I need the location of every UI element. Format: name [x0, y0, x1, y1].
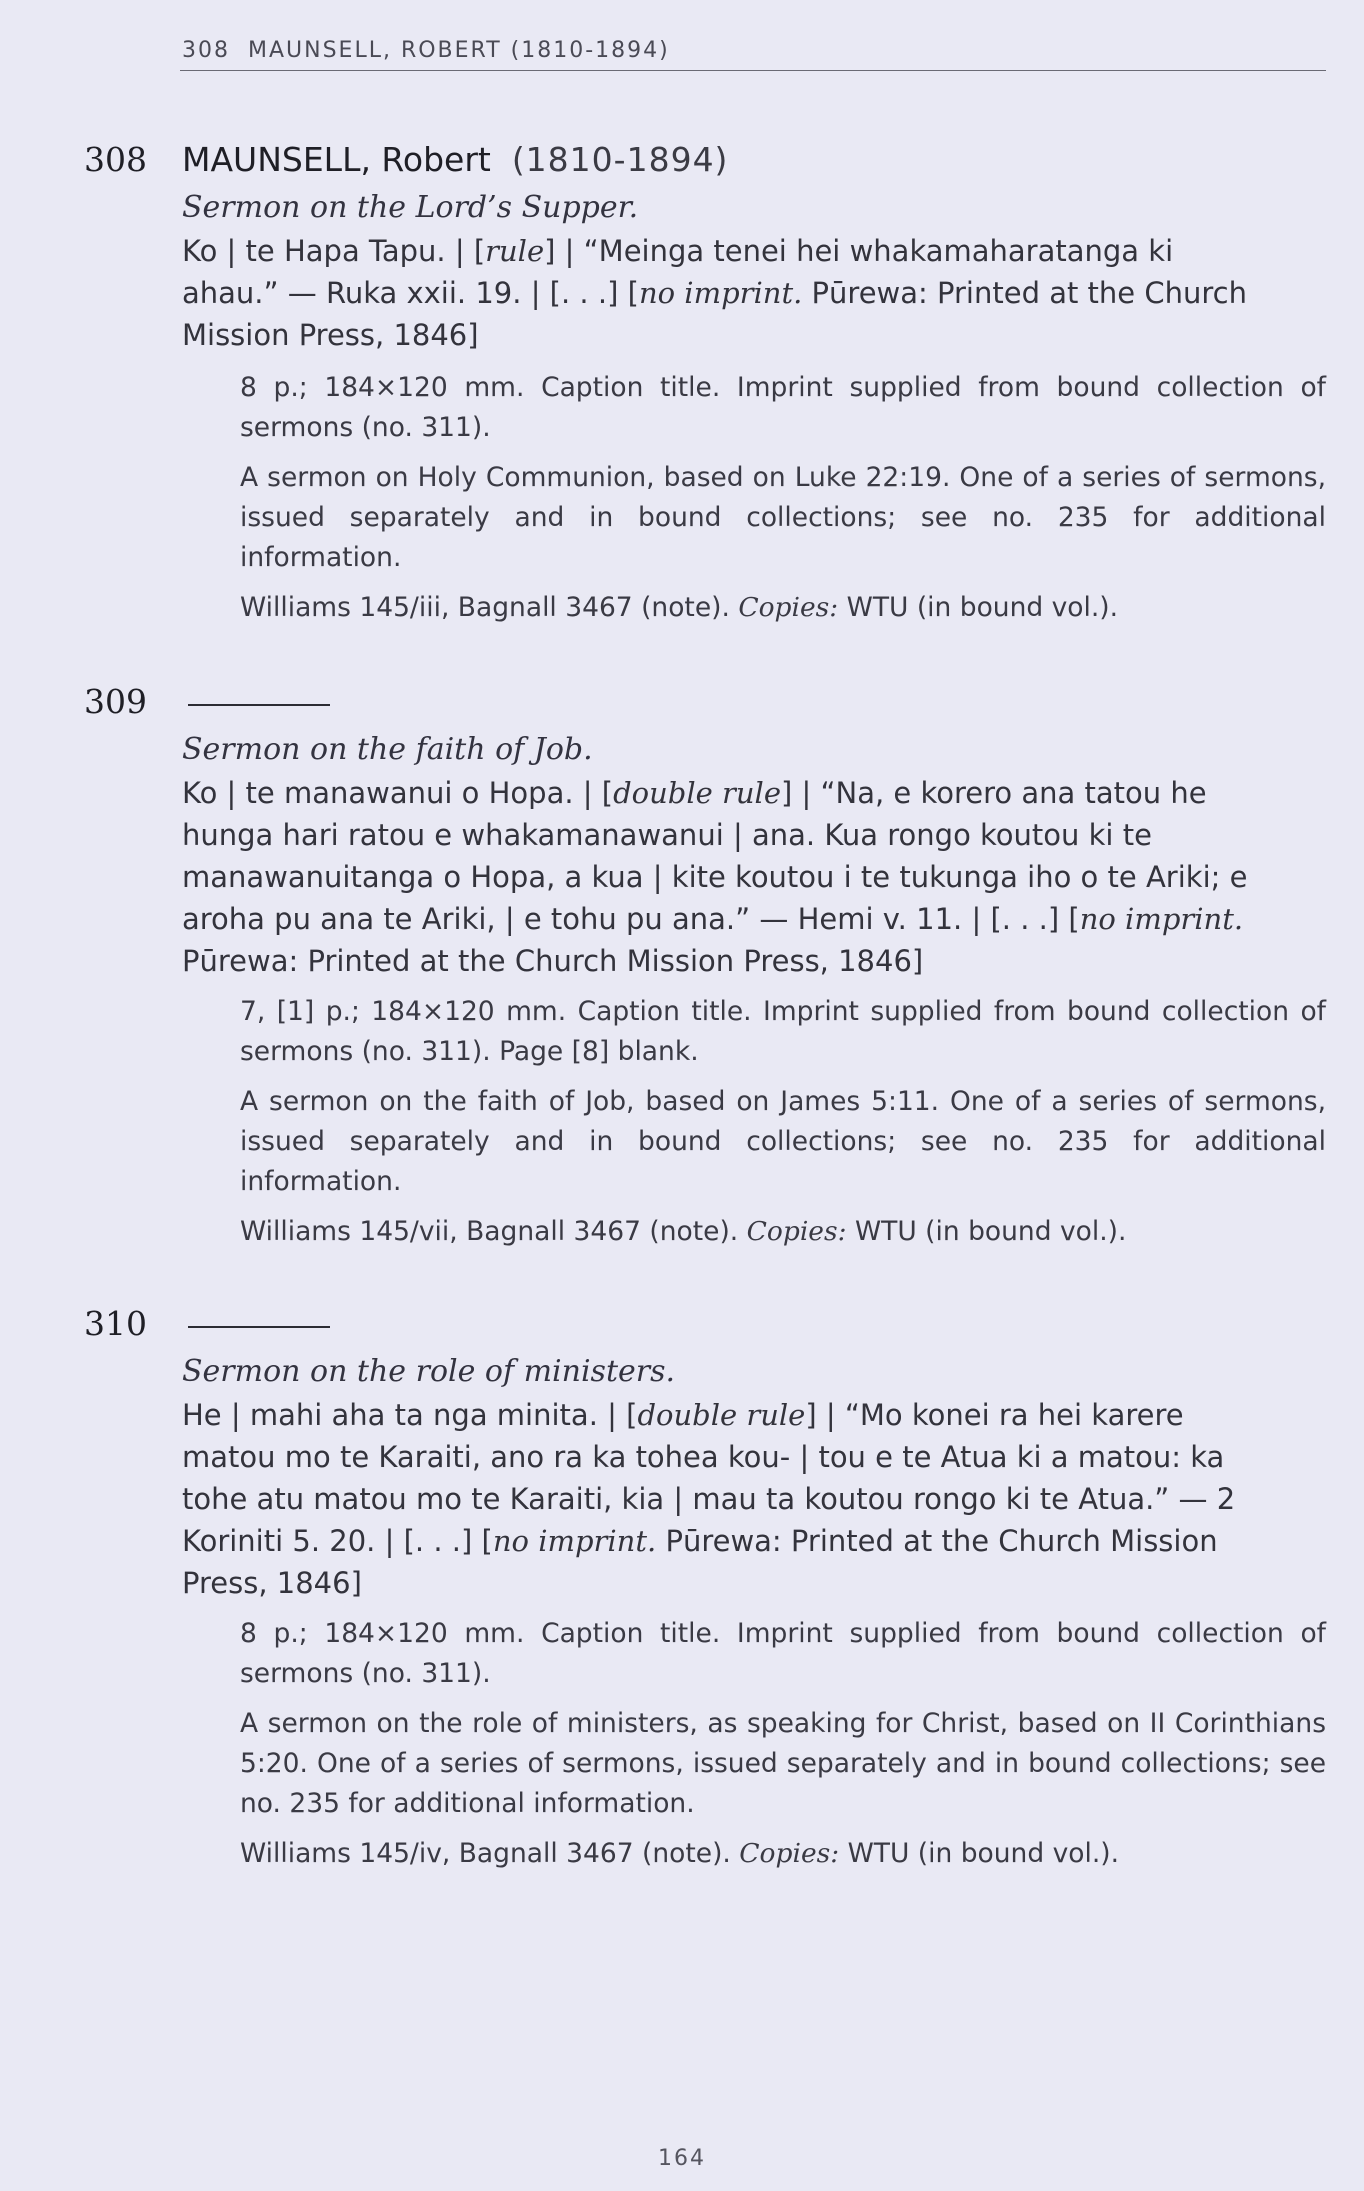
- text-run: ] | “Mo konei ra hei karere: [805, 1398, 1184, 1432]
- text-run: He | mahi aha ta nga minita. | [: [182, 1398, 638, 1432]
- text-run: Mission Press, 1846]: [182, 318, 479, 352]
- text-run: ahau.” — Ruka xxii. 19. | [. . .] [: [182, 276, 639, 310]
- entry-title: Sermon on the role of ministers.: [182, 1354, 676, 1389]
- title-transcription: [182, 772, 1322, 982]
- transcription-line: [182, 772, 1322, 814]
- collation-note: 8 p.; 184×120 mm. Caption title. Imprint supplied from bound collection of sermons (no. 311).: [240, 372, 1326, 443]
- transcription-line: [182, 1478, 1322, 1520]
- entry-title: Sermon on the faith of Job.: [182, 732, 593, 767]
- transcription-line: [182, 1436, 1322, 1478]
- text-run: Press, 1846]: [182, 1566, 362, 1600]
- text-run: Pūrewa: Printed at the Church: [802, 276, 1247, 310]
- italic-run: no imprint.: [1079, 902, 1244, 936]
- collation-note: 8 p.; 184×120 mm. Caption title. Imprint supplied from bound collection of sermons (no. 311).: [240, 1618, 1326, 1689]
- references-note: [240, 588, 1326, 628]
- running-head: [182, 38, 670, 63]
- italic-run: no imprint.: [492, 1524, 657, 1558]
- repeated-author-rule: [188, 704, 330, 706]
- text-run: ] | “Na, e korero ana tatou he: [780, 776, 1207, 810]
- running-head-page: 308: [182, 38, 230, 63]
- transcription-line: [182, 814, 1322, 856]
- text-run: Ko | te manawanui o Hopa. | [: [182, 776, 614, 810]
- copies-text: WTU (in bound vol.).: [846, 1216, 1127, 1247]
- transcription-line: [182, 314, 1322, 356]
- text-run: Ko | te Hapa Tapu. | [: [182, 234, 486, 268]
- text-run: aroha pu ana te Ariki, | e tohu pu ana.” — Hemi v. 11. | [. . .] [: [182, 902, 1080, 936]
- collation-note: 7, [1] p.; 184×120 mm. Caption title. Imprint supplied from bound collection of sermons (no. 311). Page [8] blank.: [240, 996, 1326, 1067]
- copies-label: Copies:: [739, 1838, 840, 1869]
- transcription-line: [182, 272, 1322, 314]
- author-name: MAUNSELL, Robert: [182, 140, 491, 179]
- transcription-line: [182, 940, 1322, 982]
- references-text: Williams 145/vii, Bagnall 3467 (note).: [240, 1216, 747, 1247]
- title-transcription: [182, 230, 1322, 356]
- running-head-rule: [180, 70, 1326, 71]
- transcription-line: [182, 1520, 1322, 1562]
- transcription-line: [182, 898, 1322, 940]
- text-run: manawanuitanga o Hopa, a kua | kite koutou i te tukunga iho o te Ariki; e: [182, 860, 1248, 894]
- transcription-line: [182, 1394, 1322, 1436]
- entry-title: Sermon on the Lord’s Supper.: [182, 190, 639, 225]
- italic-run: rule: [485, 234, 545, 268]
- copies-label: Copies:: [746, 1216, 847, 1247]
- text-run: Koriniti 5. 20. | [. . .] [: [182, 1524, 493, 1558]
- description-note: A sermon on Holy Communion, based on Luke 22:19. One of a series of sermons, issued separately and in bound collections; see no. 235 for additional information.: [240, 462, 1326, 573]
- entry-number: 309: [84, 682, 147, 721]
- text-run: Pūrewa: Printed at the Church Mission Press, 1846]: [182, 944, 924, 978]
- text-run: hunga hari ratou e whakamanawanui | ana. Kua rongo koutou ki te: [182, 818, 1152, 852]
- references-text: Williams 145/iv, Bagnall 3467 (note).: [240, 1838, 740, 1869]
- page-number: 164: [658, 2146, 706, 2171]
- repeated-author-rule: [188, 1326, 330, 1328]
- copies-text: WTU (in bound vol.).: [838, 592, 1119, 623]
- references-text: Williams 145/iii, Bagnall 3467 (note).: [240, 592, 739, 623]
- transcription-line: [182, 230, 1322, 272]
- italic-run: double rule: [637, 1398, 806, 1432]
- copies-label: Copies:: [738, 592, 839, 623]
- italic-run: double rule: [613, 776, 781, 810]
- text-run: Pūrewa: Printed at the Church Mission: [656, 1524, 1218, 1558]
- transcription-line: [182, 1562, 1322, 1604]
- transcription-line: [182, 856, 1322, 898]
- author-dates: (1810-1894): [511, 140, 729, 179]
- title-transcription: [182, 1394, 1322, 1604]
- references-note: [240, 1212, 1326, 1252]
- text-run: tohe atu matou mo te Karaiti, kia | mau ta koutou rongo ki te Atua.” — 2: [182, 1482, 1236, 1516]
- text-run: ] | “Meinga tenei hei whakamaharatanga ki: [544, 234, 1174, 268]
- running-head-text: MAUNSELL, ROBERT (1810-1894): [248, 38, 670, 63]
- copies-text: WTU (in bound vol.).: [839, 1838, 1120, 1869]
- references-note: [240, 1834, 1326, 1874]
- description-note: A sermon on the faith of Job, based on James 5:11. One of a series of sermons, issued separately and in bound collections; see no. 235 for additional information.: [240, 1086, 1326, 1197]
- italic-run: no imprint.: [638, 276, 803, 310]
- entry-number: 308: [84, 140, 147, 179]
- description-note: A sermon on the role of ministers, as speaking for Christ, based on II Corinthians 5:20. One of a series of sermons, issued separately and in bound collections; see no. 235 for additional information.: [240, 1708, 1326, 1819]
- entry-number: 310: [84, 1304, 147, 1343]
- entry-heading: [182, 140, 728, 179]
- text-run: matou mo te Karaiti, ano ra ka tohea kou- | tou e te Atua ki a matou: ka: [182, 1440, 1225, 1474]
